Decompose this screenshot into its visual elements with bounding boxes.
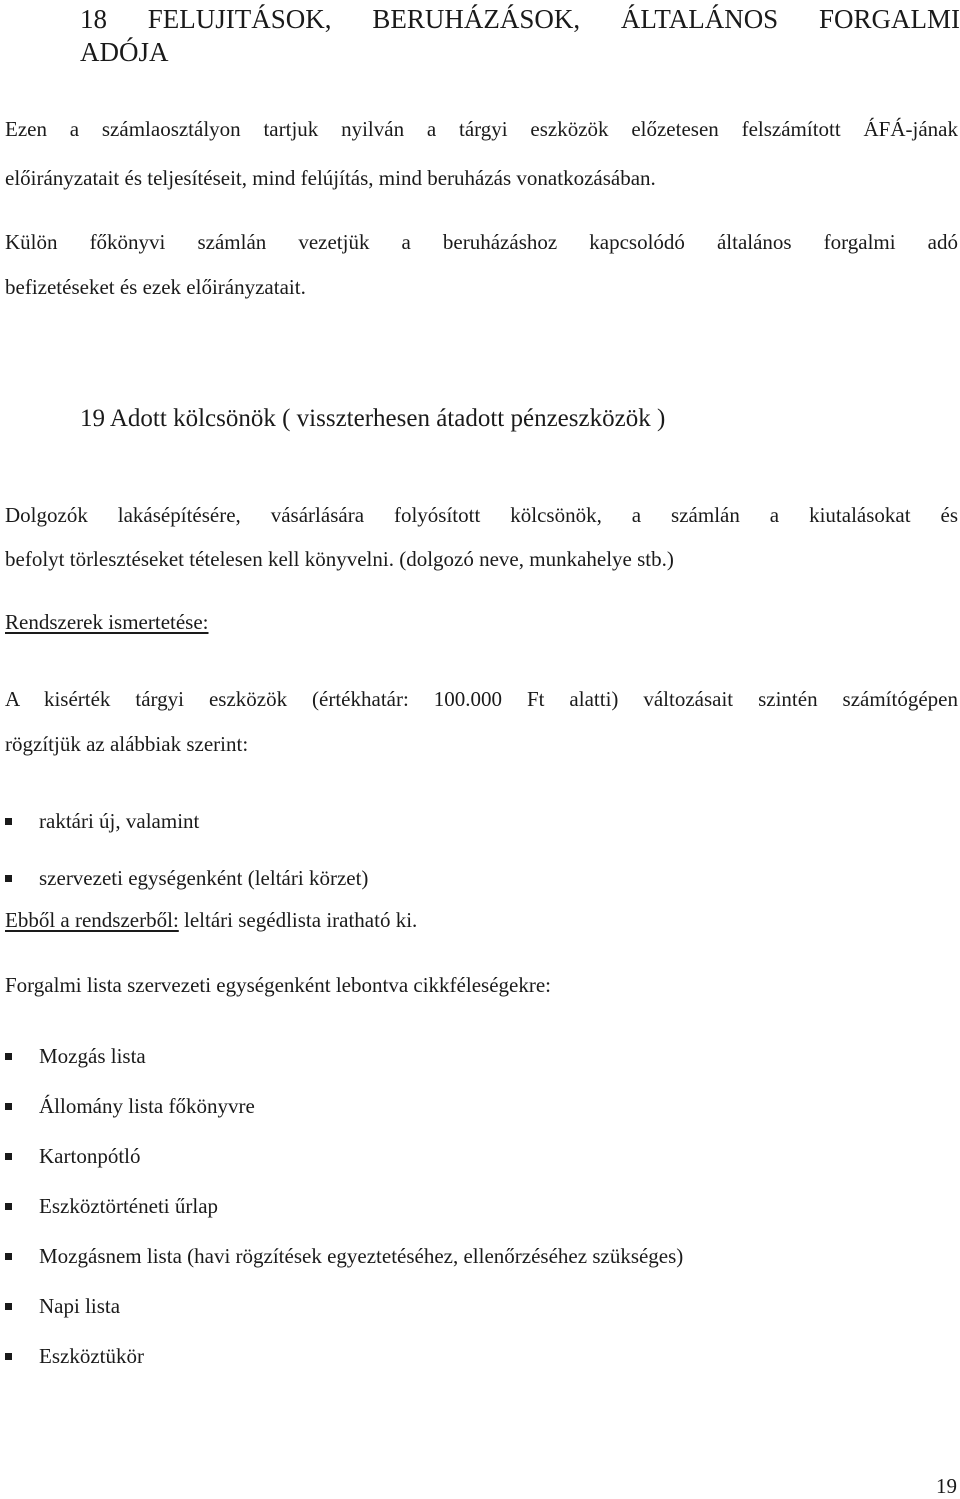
list-item-label: Mozgás lista [39, 1044, 146, 1068]
systems-heading [5, 609, 958, 635]
bullet-square-icon [5, 818, 12, 825]
list-item-label: raktári új, valamint [39, 809, 200, 833]
section-19-paragraph-1-line2: befolyt törlesztéseket tételesen kell könyvelni. (dolgozó neve, munkahelye stb.) [5, 547, 674, 571]
from-system-text: leltári segédlista iratható ki. [178, 908, 418, 932]
section-18-title-line2: ADÓJA [80, 37, 169, 67]
section-19-paragraph-2-line2: rögzítjük az alábbiak szerint: [5, 732, 249, 756]
list-item [5, 1193, 218, 1219]
bullet-square-icon [5, 1153, 12, 1160]
list-item-label: Állomány lista főkönyvre [39, 1094, 255, 1118]
list-item-label: Mozgásnem lista (havi rögzítések egyeztetéséhez, ellenőrzéséhez szükséges) [39, 1244, 684, 1268]
systems-heading-text: Rendszerek ismertetése: [5, 610, 209, 634]
list-item-label: szervezeti egységenként (leltári körzet) [39, 866, 369, 890]
bullet-square-icon [5, 1103, 12, 1110]
section-18-paragraph-1-line2: előirányzatait és teljesítéseit, mind felújítás, mind beruházás vonatkozásában. [5, 166, 656, 190]
bullet-square-icon [5, 1203, 12, 1210]
section-18-paragraph-2-line1: Külön főkönyvi számlán vezetjük a beruházáshoz kapcsolódó általános forgalmi adó [5, 230, 958, 254]
section-19-paragraph-2-line1: A kisérték tárgyi eszközök (értékhatár: 100.000 Ft alatti) változásait szintén számítógépen [5, 687, 958, 711]
list-item [5, 865, 368, 891]
list-item [5, 1043, 146, 1069]
bullet-square-icon [5, 1053, 12, 1060]
section-18-paragraph-1-line1: Ezen a számlaosztályon tartjuk nyilván a tárgyi eszközök előzetesen felszámított ÁFÁ-jának [5, 117, 958, 141]
list-item [5, 1093, 255, 1119]
section-18-paragraph-2-line2: befizetéseket és ezek előirányzatait. [5, 275, 306, 299]
section-19-heading: 19 Adott kölcsönök ( visszterhesen átadott pénzeszközök ) [80, 405, 666, 432]
list-item [5, 1293, 120, 1319]
bullet-square-icon [5, 875, 12, 882]
list-item-label: Eszköztörténeti űrlap [39, 1194, 219, 1218]
list-item [5, 1243, 683, 1269]
bullet-square-icon [5, 1253, 12, 1260]
section-18-title-line1: 18 FELUJITÁSOK, BERUHÁZÁSOK, ÁLTALÁNOS FORGALMI [80, 4, 960, 34]
list-item [5, 1143, 140, 1169]
bullet-square-icon [5, 1303, 12, 1310]
list-item-label: Eszköztükör [39, 1344, 144, 1368]
from-system-label: Ebből a rendszerből: [5, 908, 179, 932]
section-18-heading [80, 3, 960, 69]
list-item-label: Kartonpótló [39, 1144, 141, 1168]
from-system-line [5, 907, 958, 933]
turnover-list-intro: Forgalmi lista szervezeti egységenként lebontva cikkféleségekre: [5, 973, 551, 997]
bullet-square-icon [5, 1353, 12, 1360]
page-number: 19 [936, 1474, 957, 1498]
list-item [5, 1343, 144, 1369]
list-item [5, 808, 199, 834]
list-item-label: Napi lista [39, 1294, 121, 1318]
section-19-paragraph-1-line1: Dolgozók lakásépítésére, vásárlására folyósított kölcsönök, a számlán a kiutalásokat és [5, 503, 958, 527]
